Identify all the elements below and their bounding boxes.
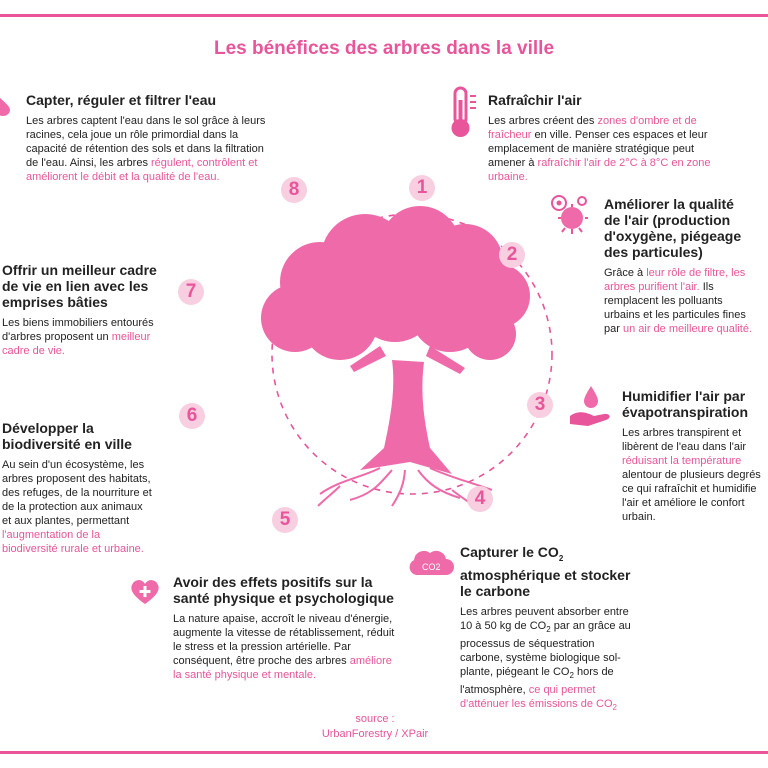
section-air — [604, 196, 754, 336]
section-carbon-heading — [460, 544, 640, 599]
roots — [318, 468, 492, 510]
source-value: UrbanForestry / XPair — [321, 728, 429, 740]
section-health-text — [173, 612, 403, 682]
number-7: 7 — [178, 279, 204, 305]
living-t1: Les biens immobiliers entourés d'arbres proposent un — [2, 317, 154, 343]
section-biodiv — [2, 420, 154, 556]
section-air-heading: Améliorer la qualité de l'air (production d'oxygène, piégeage des particules) — [604, 196, 742, 260]
biodiv-t1: Au sein d'un écosystème, les arbres proposent des habitats, des refuges, de la nourriture et de la protection aux animaux et aux plantes, permettant — [2, 459, 152, 527]
humid-t1: Les arbres transpirent et libèrent de l'eau dans l'air — [622, 427, 747, 453]
number-8: 8 — [281, 177, 307, 203]
section-carbon — [460, 544, 640, 715]
section-cool — [488, 92, 723, 184]
section-biodiv-text — [2, 458, 154, 556]
living-h1: meilleur cadre de vie. — [2, 331, 151, 357]
section-living-text — [2, 316, 167, 358]
number-4: 4 — [467, 486, 493, 512]
biodiv-h1: l'augmentation de la biodiversité rurale et urbaine. — [2, 529, 144, 555]
carbon-h1: ce qui permet d'atténuer les émissions de CO — [460, 684, 613, 711]
section-air-text — [604, 266, 754, 336]
section-health — [173, 574, 403, 682]
section-cool-heading: Rafraîchir l'air — [488, 92, 582, 108]
section-water — [26, 92, 266, 184]
heart-plus-icon — [130, 578, 160, 606]
tree-icon — [261, 206, 530, 474]
water-text-plain: Les arbres captent l'eau dans le sol grâce à leurs racines, cela joue un rôle primordial dans la capacité de rétention des sols et dans la filtration de l'eau. Ainsi, les arbres — [26, 115, 266, 169]
section-humid-heading: Humidifier l'air par évapotranspiration — [622, 388, 749, 420]
cool-h2: rafraîchir l'air de 2°C à 8°C en zone urbaine. — [488, 157, 711, 183]
number-2: 2 — [499, 242, 525, 268]
source-label: source : — [355, 713, 395, 725]
thermometer-icon — [446, 86, 486, 140]
section-living-heading: Offrir un meilleur cadre de vie en lien avec les emprises bâties — [2, 262, 157, 310]
section-biodiv-heading: Développer la biodiversité en ville — [2, 420, 132, 452]
humid-h1: réduisant la température — [622, 455, 742, 467]
co2-icon-label: CO2 — [422, 562, 441, 572]
carbon-heading-b: atmosphérique et stocker le carbone — [460, 566, 631, 599]
humid-t2: alentour de plusieurs degrés ce qui rafraîchit et humidifie l'air et améliore le confort urbain. — [622, 469, 761, 523]
carbon-t1: Les arbres peuvent absorber entre 10 à 50 kg de CO — [460, 605, 629, 632]
air-t1: Grâce à — [604, 267, 644, 279]
section-carbon-text — [460, 605, 640, 716]
section-living — [2, 262, 167, 358]
section-cool-text — [488, 114, 723, 184]
air-h1: leur rôle de filtre, les arbres purifient l'air. — [604, 267, 746, 293]
air-t2: Ils remplacent les polluants urbains et les particules fines par — [604, 281, 746, 335]
water-text-highlight: régulent, contrôlent et améliorent le débit et la qualité de l'eau. — [26, 157, 258, 183]
section-water-heading: Capter, réguler et filtrer l'eau — [26, 92, 217, 108]
co2-cloud-icon — [406, 545, 454, 581]
carbon-sub-1: 2 — [546, 624, 551, 634]
water-drop-icon — [0, 92, 14, 116]
cool-t2: en ville. Penser ces espaces et leur emplacement de manière stratégique peut amener à — [488, 129, 708, 169]
carbon-heading-sub: 2 — [558, 553, 564, 563]
carbon-t3: hors de l'atmosphère, — [460, 665, 614, 697]
section-humid — [622, 388, 764, 524]
number-6: 6 — [179, 403, 205, 429]
section-health-heading: Avoir des effets positifs sur la santé physique et psychologique — [173, 574, 394, 606]
source-note — [270, 712, 480, 742]
carbon-sub-3: 2 — [612, 703, 617, 713]
number-3: 3 — [527, 392, 553, 418]
section-humid-text — [622, 426, 764, 524]
carbon-t2: par an grâce au processus de séquestration carbone, système biologique sol-plante, piégeant le CO — [460, 619, 631, 678]
air-h2: un air de meilleure qualité. — [622, 323, 752, 335]
hand-water-drop-icon — [566, 380, 616, 430]
number-1: 1 — [409, 175, 435, 201]
cool-h1: zones d'ombre et de fraîcheur — [488, 115, 697, 141]
virus-particle-icon — [548, 192, 592, 236]
carbon-heading-a: Capturer le CO — [460, 544, 559, 560]
health-t1: La nature apaise, accroît le niveau d'énergie, augmente la vitesse de rétablissement, réduit le stress et la pression artérielle. Par conséquent, être proche des arbres — [173, 613, 395, 667]
page-title: Les bénéfices des arbres dans la ville — [213, 38, 555, 59]
section-water-text — [26, 114, 266, 184]
cool-t1: Les arbres créent des — [488, 115, 595, 127]
number-5: 5 — [272, 507, 298, 533]
health-h1: améliore la santé physique et mentale. — [173, 655, 392, 681]
carbon-sub-2: 2 — [569, 671, 574, 681]
